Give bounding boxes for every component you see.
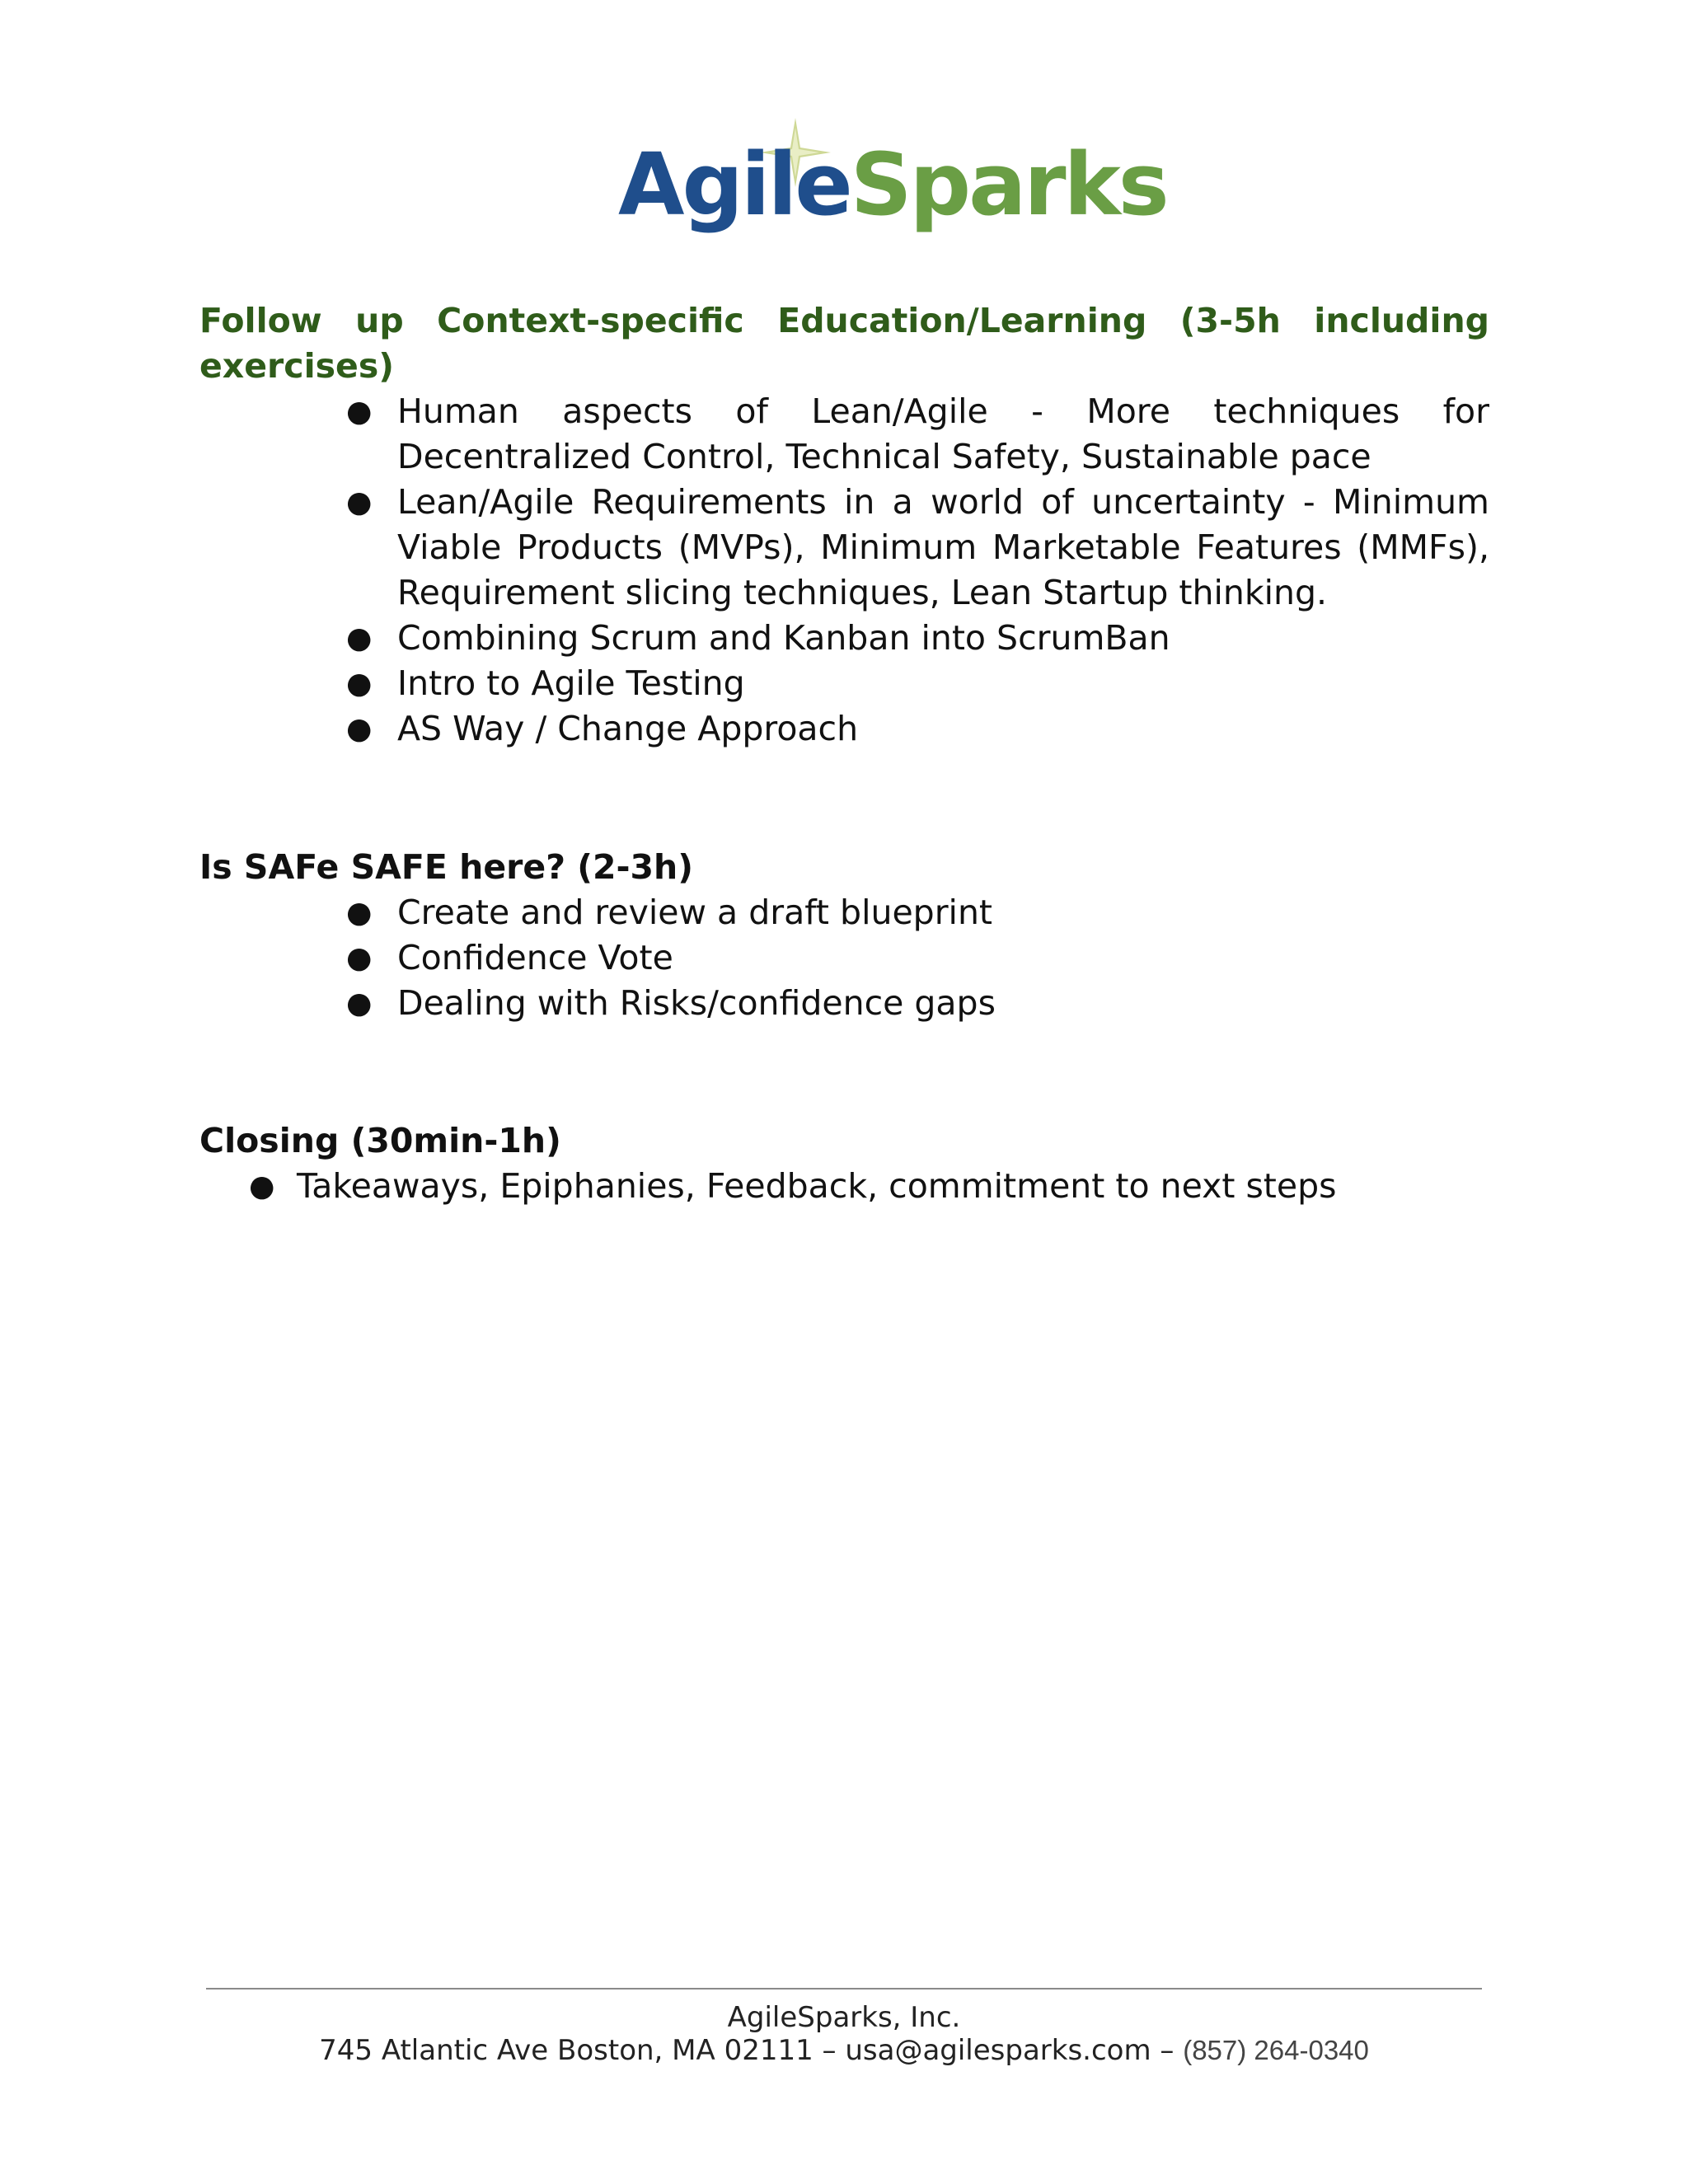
list-item: ● Intro to Agile Testing [199,661,1489,706]
section-education [199,298,1489,752]
section-closing [199,1118,1489,1209]
list-item: ● Dealing with Risks/confidence gaps [199,981,1489,1026]
list-item: ● Lean/Agile Requirements in a world of uncertainty - Minimum Viable Products (MVPs), Minimum Marketable Features (MMFs), Requirement slicing techniques, Lean Startup thinking. [199,480,1489,616]
bullet-icon: ● [346,896,373,930]
closing-list [199,1164,1489,1209]
section-heading-closing: Closing (30min-1h) [199,1121,561,1160]
section-heading-safe: Is SAFe SAFE here? (2-3h) [199,847,693,887]
bullet-icon: ● [346,987,373,1020]
bullet-icon: ● [346,621,373,655]
bullet-icon: ● [346,395,373,429]
svg-text:AgileSparks [618,134,1167,235]
safe-list [199,890,1489,1026]
education-list [199,389,1489,752]
section-heading-education: Follow up Context-specific Education/Learning (3-5h including exercises) [199,301,1489,386]
bullet-icon: ● [346,667,373,701]
bullet-icon: ● [346,485,373,519]
bullet-icon: ● [249,1169,275,1203]
list-item: ● Human aspects of Lean/Agile - More techniques for Decentralized Control, Technical Safety, Sustainable pace [199,389,1489,480]
list-item: ● AS Way / Change Approach [199,706,1489,752]
agilesparks-logo [618,111,1167,243]
footer-divider [206,1988,1482,1990]
list-item: ● Takeaways, Epiphanies, Feedback, commitment to next steps [199,1164,1489,1209]
list-item: ● Create and review a draft blueprint [199,890,1489,935]
logo-text-agile: Agile [618,134,851,235]
page-footer [206,1988,1482,2067]
bullet-icon: ● [346,941,373,975]
footer-phone: (857) 264-0340 [1183,2035,1369,2065]
list-item: ● Confidence Vote [199,935,1489,981]
list-item: ● Combining Scrum and Kanban into ScrumBan [199,616,1489,661]
section-safe [199,845,1489,1026]
bullet-icon: ● [346,712,373,746]
logo-text-sparks: Sparks [850,134,1167,235]
footer-contact [206,2034,1482,2067]
footer-company: AgileSparks, Inc. [727,2001,961,2034]
footer-address: 745 Atlantic Ave Boston, MA 02111 – usa@agilesparks.com – [319,2034,1184,2067]
